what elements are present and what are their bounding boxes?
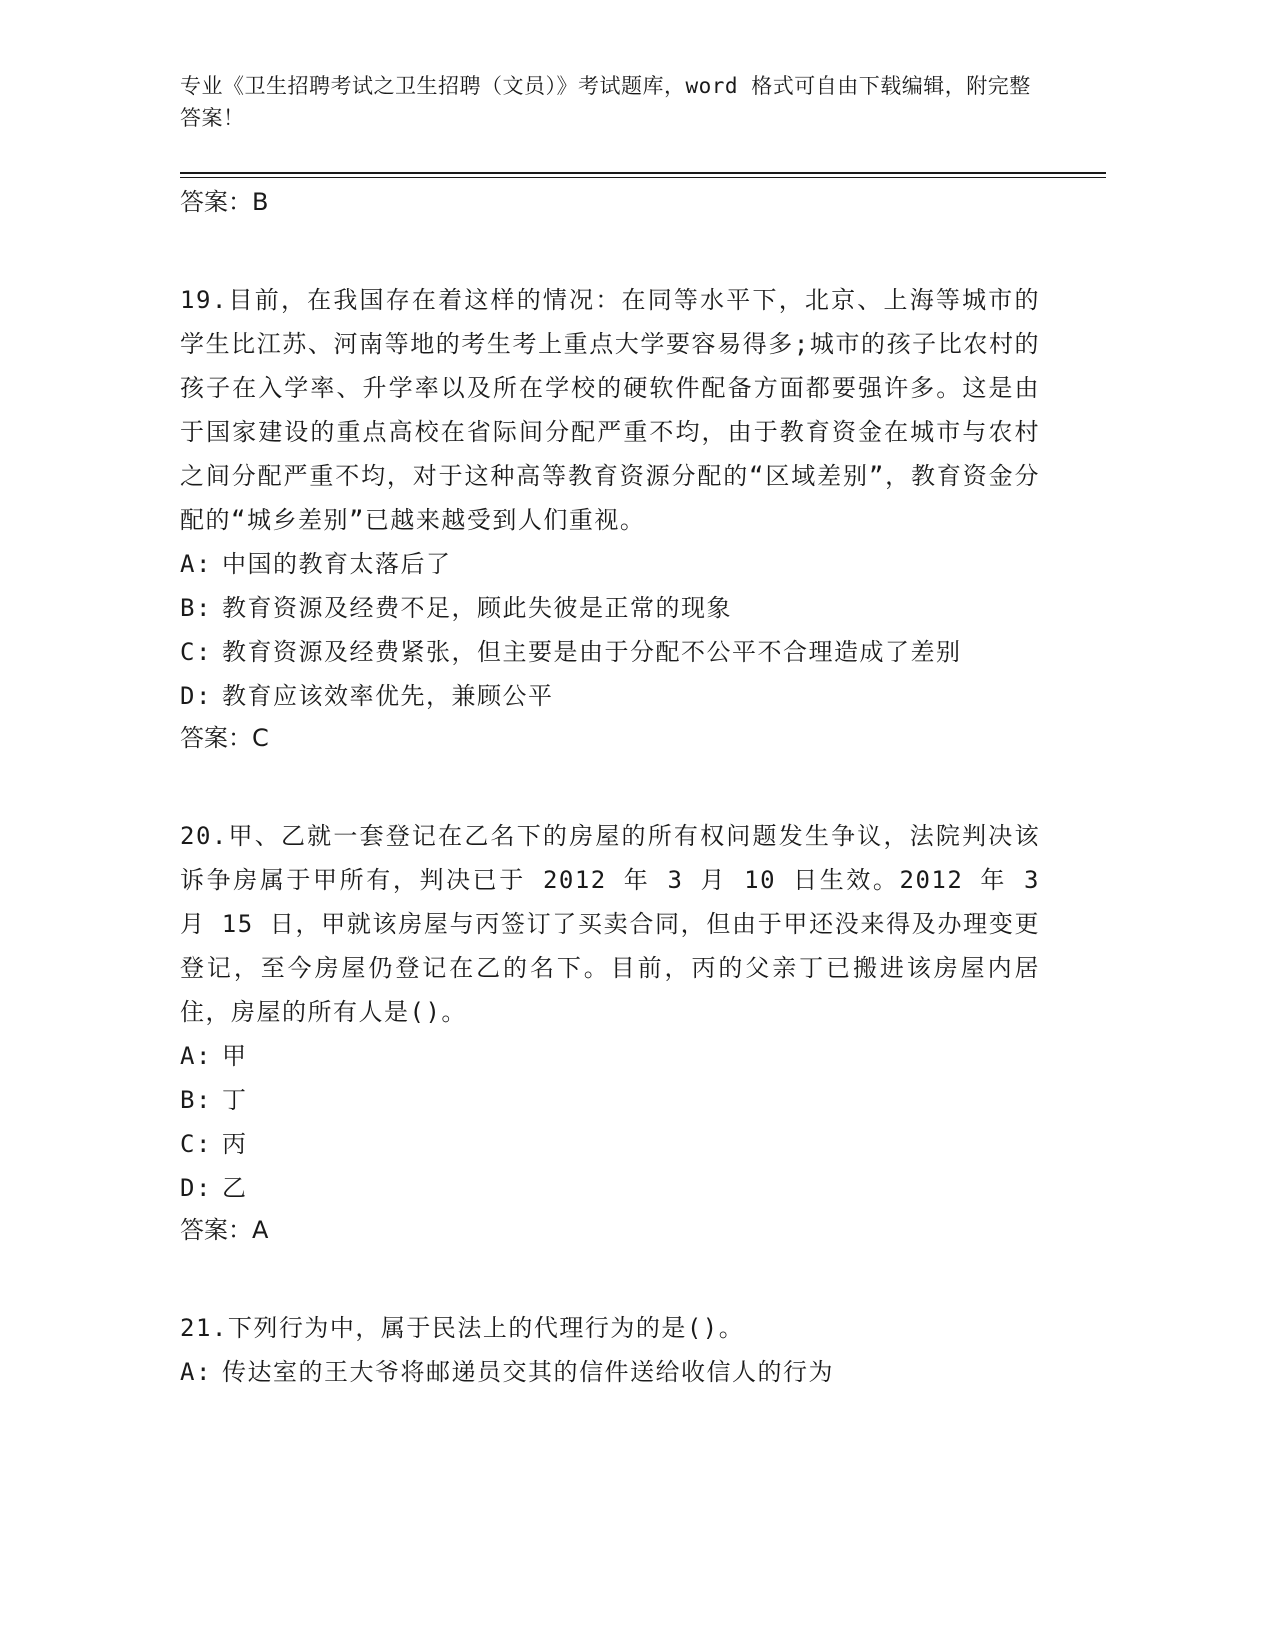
option-key: A: xyxy=(180,550,212,578)
option-c xyxy=(180,630,1040,674)
answer-line: 答案：A xyxy=(180,1216,269,1244)
question-stem: 20.甲、乙就一套登记在乙名下的房屋的所有权问题发生争议，法院判决该诉争房属于甲所有，判决已于 2012 年 3 月 10 日生效。2012 年 3 月 15 日，甲就该房屋与丙签订了买卖合同，但由于甲还没来得及办理变更登记，至今房屋仍登记在乙的名下。目前，丙的父亲丁已搬进该房屋内居住，房屋的所有人是()。 xyxy=(180,822,1040,1026)
option-key: D: xyxy=(180,1174,212,1202)
option-text: 传达室的王大爷将邮递员交其的信件送给收信人的行为 xyxy=(222,1358,834,1386)
answer-line: 答案：B xyxy=(180,188,269,216)
option-c xyxy=(180,1122,1040,1166)
option-text: 丙 xyxy=(222,1130,248,1158)
header-divider xyxy=(180,172,1106,174)
option-a xyxy=(180,542,1040,586)
option-d xyxy=(180,674,1040,718)
option-text: 中国的教育太落后了 xyxy=(222,550,452,578)
option-a xyxy=(180,1034,1040,1078)
question-19 xyxy=(180,278,1040,762)
option-key: C: xyxy=(180,1130,212,1158)
option-text: 教育应该效率优先，兼顾公平 xyxy=(222,682,554,710)
option-key: B: xyxy=(180,1086,212,1114)
header-divider-thin xyxy=(180,177,1106,178)
option-key: D: xyxy=(180,682,212,710)
option-text: 教育资源及经费紧张，但主要是由于分配不公平不合理造成了差别 xyxy=(222,638,962,666)
question-stem: 19.目前，在我国存在着这样的情况：在同等水平下，北京、上海等城市的学生比江苏、河南等地的考生考上重点大学要容易得多;城市的孩子比农村的孩子在入学率、升学率以及所在学校的硬软件配备方面都要强许多。这是由于国家建设的重点高校在省际间分配严重不均，由于教育资金在城市与农村之间分配严重不均，对于这种高等教育资源分配的“区域差别”，教育资金分配的“城乡差别”已越来越受到人们重视。 xyxy=(180,286,1040,534)
answer-line: 答案：C xyxy=(180,724,269,752)
option-b xyxy=(180,586,1040,630)
option-key: C: xyxy=(180,638,212,666)
option-a xyxy=(180,1350,1040,1394)
option-key: A: xyxy=(180,1042,212,1070)
option-d xyxy=(180,1166,1040,1210)
option-b xyxy=(180,1078,1040,1122)
option-text: 教育资源及经费不足，顾此失彼是正常的现象 xyxy=(222,594,732,622)
question-stem: 21.下列行为中，属于民法上的代理行为的是()。 xyxy=(180,1314,745,1342)
option-text: 乙 xyxy=(222,1174,248,1202)
option-key: A: xyxy=(180,1358,212,1386)
page-header: 专业《卫生招聘考试之卫生招聘（文员）》考试题库，word 格式可自由下载编辑，附完整答案！ xyxy=(180,74,1031,130)
option-text: 丁 xyxy=(222,1086,248,1114)
option-text: 甲 xyxy=(222,1042,248,1070)
question-list xyxy=(180,182,1040,1394)
question-20 xyxy=(180,814,1040,1254)
option-key: B: xyxy=(180,594,212,622)
question-21 xyxy=(180,1306,1040,1394)
